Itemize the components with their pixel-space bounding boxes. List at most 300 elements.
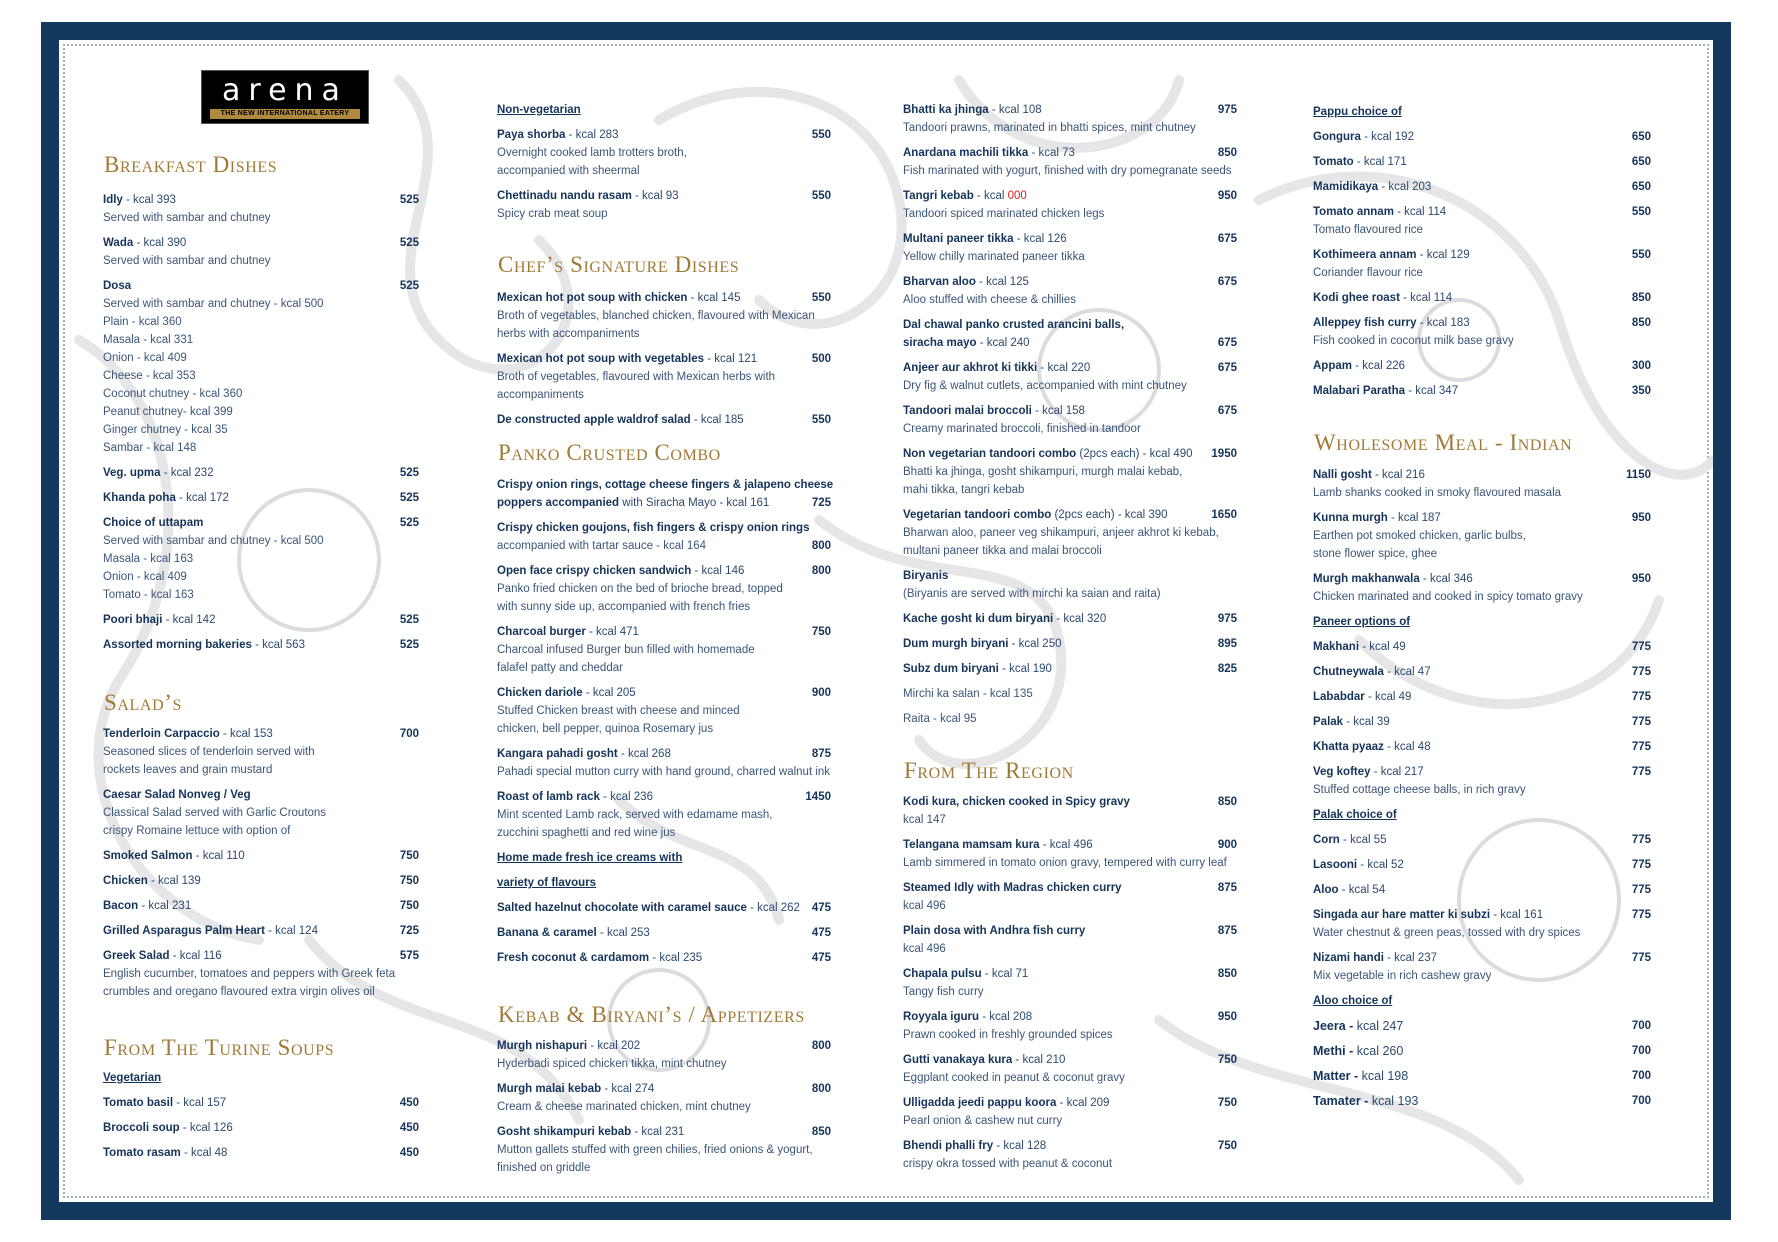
item-description: Cream & cheese marinated chicken, mint chutney	[497, 1101, 751, 1113]
item-price: 750	[1217, 1097, 1237, 1109]
uttapam-option: Masala - kcal 163	[103, 553, 194, 565]
menu-item-mamidikaya	[1313, 178, 1431, 196]
item-name: Roast of lamb rack	[497, 791, 600, 803]
item-description: kcal 147	[903, 814, 946, 826]
item-name: Mamidikaya	[1313, 181, 1379, 193]
item-name: De constructed apple waldrof salad	[497, 414, 691, 426]
item-kcal: - kcal 202	[587, 1040, 641, 1052]
item-price: 775	[1631, 884, 1651, 896]
menu-item-malai-broccoli	[903, 402, 1085, 420]
item-kcal: - kcal 320	[1053, 613, 1107, 625]
item-description: crispy Romaine lettuce with option of	[103, 825, 291, 837]
item-kcal: - kcal 253	[596, 927, 650, 939]
item-name: Singada aur hare matter ki subzi	[1313, 909, 1491, 921]
item-kcal: kcal 193	[1371, 1094, 1419, 1108]
item-description: Bharwan aloo, paneer veg shikampuri, anjeer akhrot ki kebab,	[903, 527, 1219, 539]
item-description: Lamb shanks cooked in smoky flavoured masala	[1313, 487, 1562, 499]
menu-item-banana-caramel	[497, 924, 650, 942]
item-price: 525	[399, 639, 419, 651]
dosa-option: Sambar - kcal 148	[103, 442, 197, 454]
item-name: Bhatti ka jhinga	[903, 104, 989, 116]
item-price: 700	[399, 728, 419, 740]
menu-item-bakeries	[103, 636, 305, 654]
subheading-ice-creams: Home made fresh ice creams with	[497, 852, 683, 864]
item-description: Broth of vegetables, flavoured with Mexican herbs with	[497, 371, 776, 383]
item-price: 525	[399, 280, 419, 292]
item-name: Matter -	[1313, 1069, 1362, 1083]
menu-item-nandu-rasam	[497, 187, 679, 205]
item-description: Mutton gallets stuffed with green chilies, fried onions & yogurt,	[497, 1144, 813, 1156]
item-description: Creamy marinated broccoli, finished in tandoor	[903, 423, 1141, 435]
item-name: Broccoli soup	[103, 1122, 180, 1134]
item-price: 450	[399, 1147, 419, 1159]
menu-item-lababdar	[1313, 688, 1411, 706]
item-price: 775	[1631, 716, 1651, 728]
logo-word: arena	[222, 73, 348, 108]
menu-item-asparagus	[103, 922, 318, 940]
item-description: kcal 496	[903, 943, 946, 955]
menu-item-corn	[1313, 831, 1387, 849]
menu-item-dosa	[103, 277, 131, 295]
menu-item-gutti-vanakaya	[903, 1051, 1065, 1069]
subheading-vegetarian: Vegetarian	[103, 1072, 162, 1084]
item-description: Mix vegetable in rich cashew gravy	[1313, 970, 1492, 982]
item-kcal: - kcal 346	[1419, 573, 1473, 585]
item-name: Jeera -	[1313, 1019, 1357, 1033]
menu-item-biryanis	[903, 567, 948, 585]
item-price: 800	[811, 565, 831, 577]
item-kcal: - kcal 139	[147, 875, 201, 887]
menu-item-mamsam-kura	[903, 836, 1093, 854]
item-kcal: - kcal 250	[1008, 638, 1062, 650]
section-heading-salads: Salad’s	[104, 690, 182, 715]
menu-item-uttapam	[103, 514, 203, 532]
item-description: crispy okra tossed with peanut & coconut	[903, 1158, 1113, 1170]
item-price: 675	[1217, 337, 1237, 349]
menu-item-tangri-kebab	[903, 187, 1027, 205]
item-price: 875	[811, 748, 831, 760]
item-kcal: - kcal 192	[1360, 131, 1414, 143]
item-kcal: - kcal 187	[1387, 512, 1441, 524]
menu-item-bharvan-aloo	[903, 273, 1029, 291]
menu-item-onion-rings-combo	[497, 476, 833, 494]
item-description: accompanied with sheermal	[497, 165, 640, 177]
item-price: 850	[1217, 968, 1237, 980]
item-kcal: - kcal 161	[1490, 909, 1544, 921]
item-description: Charcoal infused Burger bun filled with homemade	[497, 644, 755, 656]
menu-item-chutneywala	[1313, 663, 1431, 681]
item-description: Pahadi special mutton curry with hand ground, charred walnut ink	[497, 766, 831, 778]
item-name: Tenderloin Carpaccio	[103, 728, 220, 740]
item-price: 500	[811, 353, 831, 365]
item-description: Panko fried chicken on the bed of brioche bread, topped	[497, 583, 783, 595]
item-kcal: - kcal 220	[1037, 362, 1091, 374]
item-name: Banana & caramel	[497, 927, 597, 939]
item-kcal: - kcal 274	[601, 1083, 655, 1095]
item-description: Eggplant cooked in peanut & coconut gravy	[903, 1072, 1125, 1084]
item-price: 750	[811, 626, 831, 638]
item-name: Grilled Asparagus Palm Heart	[103, 925, 265, 937]
dosa-option: Peanut chutney- kcal 399	[103, 406, 233, 418]
item-description: Stuffed cottage cheese balls, in rich gravy	[1313, 784, 1526, 796]
item-name: Murgh makhanwala	[1313, 573, 1420, 585]
item-kcal: - kcal 232	[160, 467, 214, 479]
item-kcal: - kcal 110	[192, 850, 245, 862]
item-price: 900	[1217, 839, 1237, 851]
menu-item-jeera-aloo	[1313, 1017, 1403, 1035]
item-name: Multani paneer tikka	[903, 233, 1014, 245]
item-kcal: kcal 198	[1361, 1069, 1409, 1083]
item-price: 1650	[1211, 509, 1237, 521]
item-price: 550	[811, 292, 831, 304]
item-name: Kangara pahadi gosht	[497, 748, 618, 760]
item-description: crumbles and oregano flavoured extra virgin olives oil	[103, 986, 375, 998]
menu-item-onion-rings-combo-line2	[497, 494, 769, 512]
item-name: Steamed Idly with Madras chicken curry	[903, 882, 1122, 894]
item-name: Telangana mamsam kura	[903, 839, 1040, 851]
item-name: Kodi kura, chicken cooked in Spicy gravy	[903, 796, 1130, 808]
item-name: Non vegetarian tandoori combo	[903, 448, 1077, 460]
menu-item-gongura	[1313, 128, 1414, 146]
item-kcal: with Siracha Mayo - kcal 161	[619, 497, 770, 509]
item-kcal: - kcal 347	[1405, 385, 1459, 397]
item-price: 775	[1631, 741, 1651, 753]
item-kcal: - kcal 108	[988, 104, 1042, 116]
menu-item-plain-dosa	[903, 922, 1085, 940]
item-name: Aloo	[1313, 884, 1339, 896]
item-price: 725	[399, 925, 419, 937]
menu-item-tamater-aloo	[1313, 1092, 1418, 1110]
item-price: 550	[1631, 249, 1651, 261]
item-price: 525	[399, 517, 419, 529]
menu-item-charcoal-burger	[497, 623, 639, 641]
item-name: Chapala pulsu	[903, 968, 982, 980]
menu-item-poori-bhaji	[103, 611, 215, 629]
item-price: 950	[1217, 1011, 1237, 1023]
menu-item-nonveg-combo	[903, 445, 1193, 463]
item-description: with sunny side up, accompanied with french fries	[497, 601, 751, 613]
subheading-palak: Palak choice of	[1313, 809, 1397, 821]
item-kcal: - kcal 208	[979, 1011, 1033, 1023]
item-name: Paya shorba	[497, 129, 566, 141]
uttapam-option: Tomato - kcal 163	[103, 589, 194, 601]
menu-item-palak-aloo	[1313, 881, 1385, 899]
item-name: Murgh nishapuri	[497, 1040, 588, 1052]
item-price: 950	[1217, 190, 1237, 202]
item-name: Charcoal burger	[497, 626, 586, 638]
item-name: Tangri kebab	[903, 190, 974, 202]
item-kcal: - kcal 114	[1393, 206, 1447, 218]
item-kcal: - kcal 153	[219, 728, 273, 740]
item-kcal: - kcal 55	[1339, 834, 1387, 846]
item-price: 775	[1631, 766, 1651, 778]
menu-item-wada	[103, 234, 186, 252]
section-heading-region: From The Region	[904, 758, 1074, 783]
side-raita: Raita - kcal 95	[903, 713, 977, 725]
item-kcal: - kcal 393	[122, 194, 176, 206]
item-description: Chicken marinated and cooked in spicy tomato gravy	[1313, 591, 1583, 603]
subheading-non-vegetarian: Non-vegetarian	[497, 104, 581, 116]
menu-item-paya-shorba	[497, 126, 618, 144]
item-price: 850	[1631, 292, 1651, 304]
item-name: Appam	[1313, 360, 1352, 372]
item-name: Vegetarian tandoori combo	[903, 509, 1052, 521]
item-price: 775	[1631, 691, 1651, 703]
item-price: 850	[1217, 796, 1237, 808]
item-description: Served with sambar and chutney	[103, 212, 271, 224]
menu-item-gosht-shikampuri	[497, 1123, 684, 1141]
item-kcal: - kcal 231	[631, 1126, 685, 1138]
item-description: chicken, bell pepper, quinoa Rosemary jus	[497, 723, 714, 735]
item-price: 650	[1631, 156, 1651, 168]
item-price: 775	[1631, 641, 1651, 653]
item-price: 825	[1217, 663, 1237, 675]
item-price: 1150	[1626, 469, 1651, 481]
item-kcal: - kcal 114	[1399, 292, 1453, 304]
item-price: 350	[1631, 385, 1651, 397]
item-description: Hyderbadi spiced chicken tikka, mint chutney	[497, 1058, 727, 1070]
item-name: Malabari Paratha	[1313, 385, 1406, 397]
item-name: Kache gosht ki dum biryani	[903, 613, 1054, 625]
subheading-ice-creams-line2: variety of flavours	[497, 877, 597, 889]
item-kcal: - kcal 262	[746, 902, 800, 914]
menu-item-khatta-pyaaz	[1313, 738, 1431, 756]
item-kcal: - kcal 183	[1416, 317, 1470, 329]
menu-item-kothimeera-annam	[1313, 246, 1470, 264]
item-name: Idly	[103, 194, 123, 206]
subheading-paneer: Paneer options of	[1313, 616, 1411, 628]
item-kcal: - kcal 126	[1013, 233, 1067, 245]
item-name: Bacon	[103, 900, 139, 912]
item-kcal: - kcal 390	[133, 237, 187, 249]
dosa-option: Cheese - kcal 353	[103, 370, 196, 382]
item-description: rockets leaves and grain mustard	[103, 764, 273, 776]
item-kcal: - kcal 496	[1039, 839, 1093, 851]
item-name: Biryanis	[903, 570, 949, 582]
item-price: 800	[811, 1040, 831, 1052]
item-kcal: - kcal 71	[981, 968, 1029, 980]
item-description: Mint scented Lamb rack, served with edamame mash,	[497, 809, 773, 821]
item-price: 525	[399, 467, 419, 479]
item-description: falafel patty and cheddar	[497, 662, 623, 674]
item-description: Prawn cooked in freshly grounded spices	[903, 1029, 1113, 1041]
menu-item-kodi-ghee-roast	[1313, 289, 1452, 307]
item-kcal: - kcal 49	[1364, 691, 1412, 703]
item-name: Bharvan aloo	[903, 276, 976, 288]
side-mirchi-salan: Mirchi ka salan - kcal 135	[903, 688, 1033, 700]
item-price: 775	[1631, 834, 1651, 846]
item-kcal: - kcal 226	[1351, 360, 1406, 372]
item-description: multani paneer tikka and malai broccoli	[903, 545, 1102, 557]
item-price: 550	[811, 129, 831, 141]
item-name: Murgh malai kebab	[497, 1083, 602, 1095]
menu-sheet	[59, 40, 1713, 1202]
item-kcal: - kcal 129	[1416, 249, 1470, 261]
menu-item-veg-upma	[103, 464, 214, 482]
item-name: Dosa	[103, 280, 132, 292]
item-description: Coriander flavour rice	[1313, 267, 1423, 279]
item-kcal: - kcal 126	[179, 1122, 233, 1134]
item-description: Served with sambar and chutney - kcal 500	[103, 298, 324, 310]
item-kcal: - kcal	[973, 190, 1008, 202]
logo-tagline: THE NEW INTERNATIONAL EATERY	[210, 109, 360, 119]
item-price: 750	[399, 900, 419, 912]
item-description: Earthen pot smoked chicken, garlic bulbs,	[1313, 530, 1526, 542]
item-kcal: - kcal 235	[649, 952, 703, 964]
item-price: 800	[811, 1083, 831, 1095]
item-kcal: - kcal 563	[251, 639, 305, 651]
menu-item-bhatti-jhinga	[903, 101, 1042, 119]
item-price: 875	[1217, 925, 1237, 937]
item-description: kcal 496	[903, 900, 946, 912]
item-price: 725	[811, 497, 831, 509]
item-description: Tomato flavoured rice	[1313, 224, 1423, 236]
item-name: Smoked Salmon	[103, 850, 193, 862]
item-name: Royyala iguru	[903, 1011, 980, 1023]
item-description: Fish cooked in coconut milk base gravy	[1313, 335, 1514, 347]
item-description: Seasoned slices of tenderloin served with	[103, 746, 315, 758]
menu-item-chicken-goujons	[497, 519, 809, 537]
item-name: Gosht shikampuri kebab	[497, 1126, 632, 1138]
menu-item-chicken-dariole	[497, 684, 636, 702]
item-kcal: kcal 260	[1356, 1044, 1404, 1058]
item-price: 775	[1631, 666, 1651, 678]
item-price: 700	[1631, 1070, 1651, 1082]
item-name: Alleppey fish curry	[1313, 317, 1417, 329]
item-kcal: - kcal 237	[1383, 952, 1437, 964]
item-price: 675	[1217, 362, 1237, 374]
item-price: 475	[811, 902, 831, 914]
item-name: Crispy onion rings, cottage cheese fingers & jalapeno cheese	[497, 479, 834, 491]
item-description: Fish marinated with yogurt, finished with dry pomegranate seeds	[903, 165, 1232, 177]
item-name: Dal chawal panko crusted arancini balls,	[903, 319, 1125, 331]
dosa-option: Onion - kcal 409	[103, 352, 187, 364]
item-kcal: - kcal 145	[687, 292, 741, 304]
item-kcal: - kcal 209	[1056, 1097, 1110, 1109]
dosa-option: Plain - kcal 360	[103, 316, 182, 328]
menu-item-kodi-kura	[903, 793, 1130, 811]
item-name: Crispy chicken goujons, fish fingers & crispy onion rings	[497, 522, 810, 534]
menu-item-chicken-sandwich	[497, 562, 744, 580]
item-name: Veg. upma	[103, 467, 161, 479]
menu-item-carpaccio	[103, 725, 273, 743]
item-kcal: - kcal 142	[162, 614, 216, 626]
item-kcal: - kcal 52	[1357, 859, 1404, 871]
menu-item-idly	[103, 191, 176, 209]
item-price: 750	[399, 850, 419, 862]
menu-item-smoked-salmon	[103, 847, 245, 865]
item-name: Kunna murgh	[1313, 512, 1388, 524]
item-price: 675	[1217, 233, 1237, 245]
item-price: 800	[811, 540, 831, 552]
item-name: Gongura	[1313, 131, 1361, 143]
item-name: Dum murgh biryani	[903, 638, 1009, 650]
menu-item-bhendi-fry	[903, 1137, 1046, 1155]
menu-item-lamb-rack	[497, 788, 653, 806]
section-heading-kebab-biryani: Kebab & Biryani’s / Appetizers	[498, 1002, 805, 1027]
item-price: 850	[1217, 147, 1237, 159]
item-price: 1450	[805, 791, 831, 803]
item-price: 675	[1217, 405, 1237, 417]
item-name: Khanda poha	[103, 492, 176, 504]
item-description: Broth of vegetables, blanched chicken, flavoured with Mexican	[497, 310, 815, 322]
menu-item-hotpot-veg	[497, 350, 757, 368]
arena-logo	[201, 70, 369, 124]
item-price: 525	[399, 492, 419, 504]
item-description: Pearl onion & cashew nut curry	[903, 1115, 1063, 1127]
item-price: 875	[1217, 882, 1237, 894]
item-price: 850	[811, 1126, 831, 1138]
menu-item-veg-koftey	[1313, 763, 1424, 781]
menu-item-hazelnut-icecream	[497, 899, 800, 917]
item-kcal: - kcal 49	[1359, 641, 1406, 653]
item-description: Bhatti ka jhinga, gosht shikampuri, murgh malai kebab,	[903, 466, 1183, 478]
item-price: 750	[1217, 1140, 1237, 1152]
menu-item-lasooni	[1313, 856, 1404, 874]
item-description: Water chestnut & green peas, tossed with dry spices	[1313, 927, 1581, 939]
item-kcal: - kcal 236	[599, 791, 653, 803]
item-price: 700	[1631, 1095, 1651, 1107]
item-kcal: - kcal 73	[1028, 147, 1075, 159]
item-price: 525	[399, 614, 419, 626]
item-description: Classical Salad served with Garlic Croutons	[103, 807, 327, 819]
item-kcal: - kcal 54	[1338, 884, 1386, 896]
menu-item-kangara-gosht	[497, 745, 671, 763]
item-price: 975	[1217, 104, 1237, 116]
section-heading-wholesome: Wholesome Meal - Indian	[1314, 430, 1573, 455]
dosa-option: Masala - kcal 331	[103, 334, 194, 346]
item-kcal: kcal 247	[1356, 1019, 1404, 1033]
item-name: Tomato annam	[1313, 206, 1394, 218]
item-kcal: - kcal 171	[1353, 156, 1407, 168]
menu-item-caesar-salad	[103, 786, 251, 804]
item-kcal: - kcal 125	[975, 276, 1029, 288]
item-kcal: - kcal 146	[691, 565, 745, 577]
menu-item-makhani	[1313, 638, 1406, 656]
section-heading-chefs-signature: Chef’s Signature Dishes	[498, 252, 740, 277]
item-kcal: - kcal 190	[998, 663, 1052, 675]
item-description: Served with sambar and chutney - kcal 500	[103, 535, 324, 547]
item-price: 775	[1631, 909, 1651, 921]
item-kcal: - kcal 48	[180, 1147, 228, 1159]
item-kcal: - kcal 158	[1031, 405, 1085, 417]
item-description: Lamb simmered in tomato onion gravy, tempered with curry leaf	[903, 857, 1227, 869]
item-price: 550	[811, 414, 831, 426]
item-description: Dry fig & walnut cutlets, accompanied with mint chutney	[903, 380, 1187, 392]
menu-item-singada-subzi	[1313, 906, 1543, 924]
item-price: 300	[1631, 360, 1651, 372]
item-price: 895	[1217, 638, 1237, 650]
item-name: Bhendi phalli fry	[903, 1140, 994, 1152]
menu-item-tomato-pappu	[1313, 153, 1407, 171]
item-name: Chutneywala	[1313, 666, 1384, 678]
item-name: Poori bhaji	[103, 614, 163, 626]
item-description: accompanied with tartar sauce - kcal 164	[497, 540, 707, 552]
item-description: finished on griddle	[497, 1162, 591, 1174]
item-name: Veg koftey	[1313, 766, 1371, 778]
item-description: (Biryanis are served with mirchi ka saian and raita)	[903, 588, 1161, 600]
item-name: Tomato	[1313, 156, 1354, 168]
menu-item-chapala-pulsu	[903, 965, 1028, 983]
menu-item-hotpot-chicken	[497, 289, 740, 307]
item-kcal: - kcal 128	[993, 1140, 1047, 1152]
dosa-option: Coconut chutney - kcal 360	[103, 388, 243, 400]
item-description: Tandoori spiced marinated chicken legs	[903, 208, 1105, 220]
item-price: 750	[399, 875, 419, 887]
menu-item-dum-murgh-biryani	[903, 635, 1062, 653]
item-description: Yellow chilly marinated paneer tikka	[903, 251, 1085, 263]
menu-item-veg-combo	[903, 506, 1168, 524]
